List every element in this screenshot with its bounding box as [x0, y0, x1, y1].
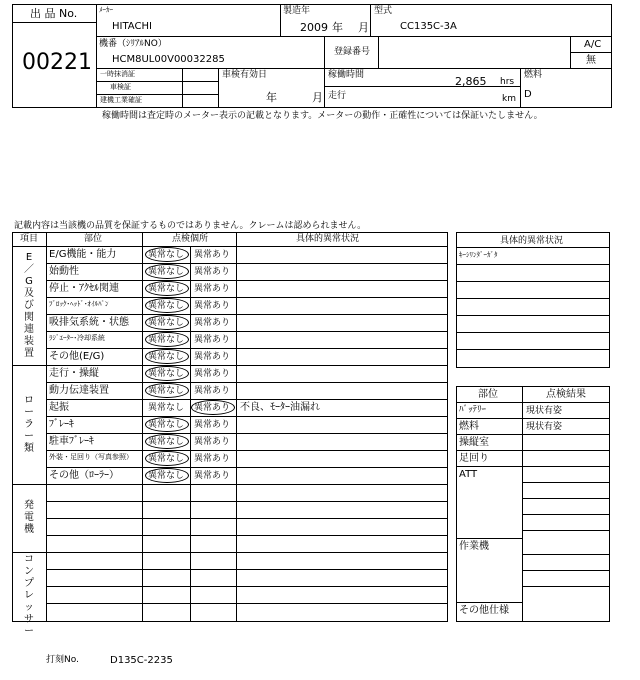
- results-part: その他仕様: [459, 605, 509, 616]
- detail-row-line: [456, 315, 610, 316]
- status-normal: 異常なし: [148, 284, 185, 294]
- part-label: その他(E/G): [49, 351, 105, 362]
- results-col-part: 部位: [478, 389, 498, 400]
- vehicle-cert-label: 車検証: [110, 83, 131, 91]
- group-label: 発電機: [24, 500, 34, 535]
- inspection-year-unit: 年: [266, 91, 277, 104]
- stamp-value: D135C-2235: [110, 655, 173, 666]
- row-line: [46, 603, 448, 604]
- normal-circle: [145, 383, 189, 398]
- results-part: 燃料: [459, 421, 479, 432]
- notice-hours: 稼働時間は査定時のメーター表示の記載となります。メーターの動作・正確性については保証いたしません。: [102, 111, 543, 121]
- results-sub-line: [522, 530, 610, 531]
- row-line: [46, 450, 448, 451]
- results-row-line: [456, 450, 610, 451]
- col-item-header: 項目: [20, 234, 39, 244]
- col-line: [142, 232, 143, 622]
- results-part: ﾊﾞｯﾃﾘｰ: [459, 405, 487, 415]
- normal-circle: [145, 247, 189, 262]
- results-sub-line: [522, 514, 610, 515]
- status-abnormal: 異常あり: [194, 403, 231, 413]
- results-part: ATT: [459, 469, 478, 480]
- model-value: CC135C-3A: [400, 21, 457, 32]
- part-label: 始動性: [49, 266, 79, 277]
- part-label: 停止・ｱｸｾﾙ関連: [49, 283, 119, 294]
- part-label: その他（ﾛｰﾗｰ）: [49, 470, 119, 481]
- row-line: [46, 433, 448, 434]
- col-part-header: 部位: [84, 234, 103, 244]
- row-line: [46, 331, 448, 332]
- part-label: 動力伝達装置: [49, 385, 109, 396]
- status-normal: 異常なし: [148, 335, 185, 345]
- row-line: [46, 348, 448, 349]
- results-value: 現状有姿: [526, 406, 563, 416]
- results-sub-line: [522, 586, 610, 587]
- part-label: 起振: [49, 402, 69, 413]
- row-line: [46, 467, 448, 468]
- part-label: ﾌﾞﾛｯｸ･ﾍｯﾄﾞ･ｵｲﾙﾊﾟﾝ: [49, 300, 109, 308]
- status-normal: 異常なし: [148, 352, 185, 362]
- item-no-label: 出 品 No.: [30, 7, 78, 20]
- status-abnormal: 異常あり: [194, 301, 231, 311]
- status-normal: 異常なし: [148, 403, 185, 413]
- inspection-label: 車検有効日: [222, 70, 268, 80]
- results-row-line: [456, 418, 610, 419]
- construction-cert-label: 建機工業確証: [100, 96, 142, 104]
- status-normal: 異常なし: [148, 437, 185, 447]
- group-line: [12, 484, 448, 485]
- status-normal: 異常なし: [148, 301, 185, 311]
- status-normal: 異常なし: [148, 318, 185, 328]
- col-check-header: 点検個所: [172, 234, 209, 244]
- abnormal-detail: 不良、ﾓｰﾀｰ油漏れ: [240, 402, 320, 413]
- results-sub-line: [522, 482, 610, 483]
- status-abnormal: 異常あり: [194, 284, 231, 294]
- col-line: [190, 246, 191, 622]
- month-unit: 月: [358, 21, 369, 34]
- detail-row-line: [456, 298, 610, 299]
- row-line: [46, 586, 448, 587]
- normal-circle: [145, 298, 189, 313]
- normal-circle: [145, 366, 189, 381]
- results-row-line: [456, 602, 522, 603]
- travel-label: 走行: [328, 91, 347, 101]
- maker-value: HITACHI: [112, 21, 152, 32]
- status-normal: 異常なし: [148, 386, 185, 396]
- registration-label: 登録番号: [334, 47, 371, 57]
- normal-circle: [145, 468, 189, 483]
- normal-circle: [145, 451, 189, 466]
- detail-table-entry: ｷｰｼﾘﾝﾀﾞｰｶﾞﾀ: [459, 251, 498, 259]
- group-line: [12, 552, 448, 553]
- ac-label: A/C: [584, 39, 602, 50]
- travel-unit: km: [502, 94, 516, 104]
- row-line: [46, 263, 448, 264]
- part-label: E/G機能・能力: [49, 249, 117, 260]
- notice-quality: 記載内容は当該機の品質を保証するものではありません。クレームは認められません。: [14, 221, 367, 231]
- results-row-line: [456, 538, 522, 539]
- results-row-line: [456, 434, 610, 435]
- results-sub-line: [522, 570, 610, 571]
- maker-label: ﾒｰｶｰ: [99, 6, 113, 14]
- item-no-value: 00221: [22, 50, 92, 75]
- normal-circle: [145, 332, 189, 347]
- results-part: 操縦室: [459, 437, 489, 448]
- normal-circle: [145, 434, 189, 449]
- ac-value: 無: [586, 55, 596, 66]
- status-normal: 異常なし: [148, 267, 185, 277]
- fuel-value: D: [524, 89, 532, 100]
- status-abnormal: 異常あり: [194, 471, 231, 481]
- group-line: [12, 365, 448, 366]
- normal-circle: [145, 264, 189, 279]
- results-part: 作業機: [459, 541, 489, 552]
- part-label: ﾗｼﾞｴｰﾀｰ･冷却系統: [49, 334, 105, 342]
- normal-circle: [145, 315, 189, 330]
- status-abnormal: 異常あり: [194, 352, 231, 362]
- status-normal: 異常なし: [148, 369, 185, 379]
- detail-row-line: [456, 281, 610, 282]
- part-label: 駐車ﾌﾞﾚｰｷ: [49, 436, 94, 447]
- part-label: ﾌﾞﾚｰｷ: [49, 419, 74, 430]
- row-line: [46, 569, 448, 570]
- col-detail-header: 具体的異常状況: [296, 234, 360, 244]
- results-col-result: 点検結果: [546, 389, 586, 400]
- detail-row-line: [456, 349, 610, 350]
- status-abnormal: 異常あり: [194, 437, 231, 447]
- hours-unit: hrs: [500, 77, 515, 87]
- results-sub-line: [522, 554, 610, 555]
- detail-row-line: [456, 264, 610, 265]
- row-line: [46, 518, 448, 519]
- year-unit: 年: [332, 21, 343, 34]
- row-line: [46, 314, 448, 315]
- inspection-month-unit: 月: [312, 91, 323, 104]
- row-line: [46, 501, 448, 502]
- results-sub-line: [522, 498, 610, 499]
- status-abnormal: 異常あり: [194, 318, 231, 328]
- status-abnormal: 異常あり: [194, 386, 231, 396]
- detail-table-header: 具体的異常状況: [500, 236, 564, 246]
- status-normal: 異常なし: [148, 250, 185, 260]
- table-header-line: [12, 246, 448, 247]
- model-label: 型式: [374, 6, 393, 16]
- fuel-label: 燃料: [524, 70, 543, 80]
- results-row-line: [456, 402, 610, 403]
- group-label: E／G及び関連装置: [24, 251, 34, 359]
- status-normal: 異常なし: [148, 420, 185, 430]
- status-normal: 異常なし: [148, 471, 185, 481]
- serial-value: HCM8UL00V00032285: [112, 54, 225, 65]
- results-row-line: [456, 466, 610, 467]
- detail-row-line: [456, 332, 610, 333]
- col-line: [46, 232, 47, 622]
- row-line: [46, 280, 448, 281]
- year-label: 製造年: [283, 6, 311, 16]
- status-abnormal: 異常あり: [194, 454, 231, 464]
- status-abnormal: 異常あり: [194, 267, 231, 277]
- row-line: [46, 297, 448, 298]
- part-label: 外装・足回り（写真参照）: [49, 453, 133, 461]
- temp-permit-label: 一時抹消証: [100, 70, 135, 78]
- row-line: [46, 535, 448, 536]
- stamp-label: 打刻No.: [46, 655, 79, 665]
- group-label: コンプレッサー: [24, 554, 34, 637]
- status-abnormal: 異常あり: [194, 335, 231, 345]
- hours-value: 2,865: [455, 75, 487, 88]
- part-label: 走行・操縦: [49, 368, 99, 379]
- results-part: 足回り: [459, 453, 489, 464]
- normal-circle: [145, 281, 189, 296]
- row-line: [46, 399, 448, 400]
- normal-circle: [145, 349, 189, 364]
- row-line: [46, 416, 448, 417]
- col-line: [236, 232, 237, 622]
- serial-label: 機番（ｼﾘｱﾙNO）: [99, 39, 167, 49]
- status-normal: 異常なし: [148, 454, 185, 464]
- results-value: 現状有姿: [526, 422, 563, 432]
- status-abnormal: 異常あり: [194, 250, 231, 260]
- status-abnormal: 異常あり: [194, 369, 231, 379]
- row-line: [46, 382, 448, 383]
- hours-label: 稼働時間: [328, 70, 365, 80]
- group-label: ローラー類: [24, 394, 34, 454]
- year-value: 2009: [300, 21, 328, 34]
- part-label: 吸排気系統・状態: [49, 317, 129, 328]
- status-abnormal: 異常あり: [194, 420, 231, 430]
- abnormal-circle: [191, 400, 235, 415]
- normal-circle: [145, 417, 189, 432]
